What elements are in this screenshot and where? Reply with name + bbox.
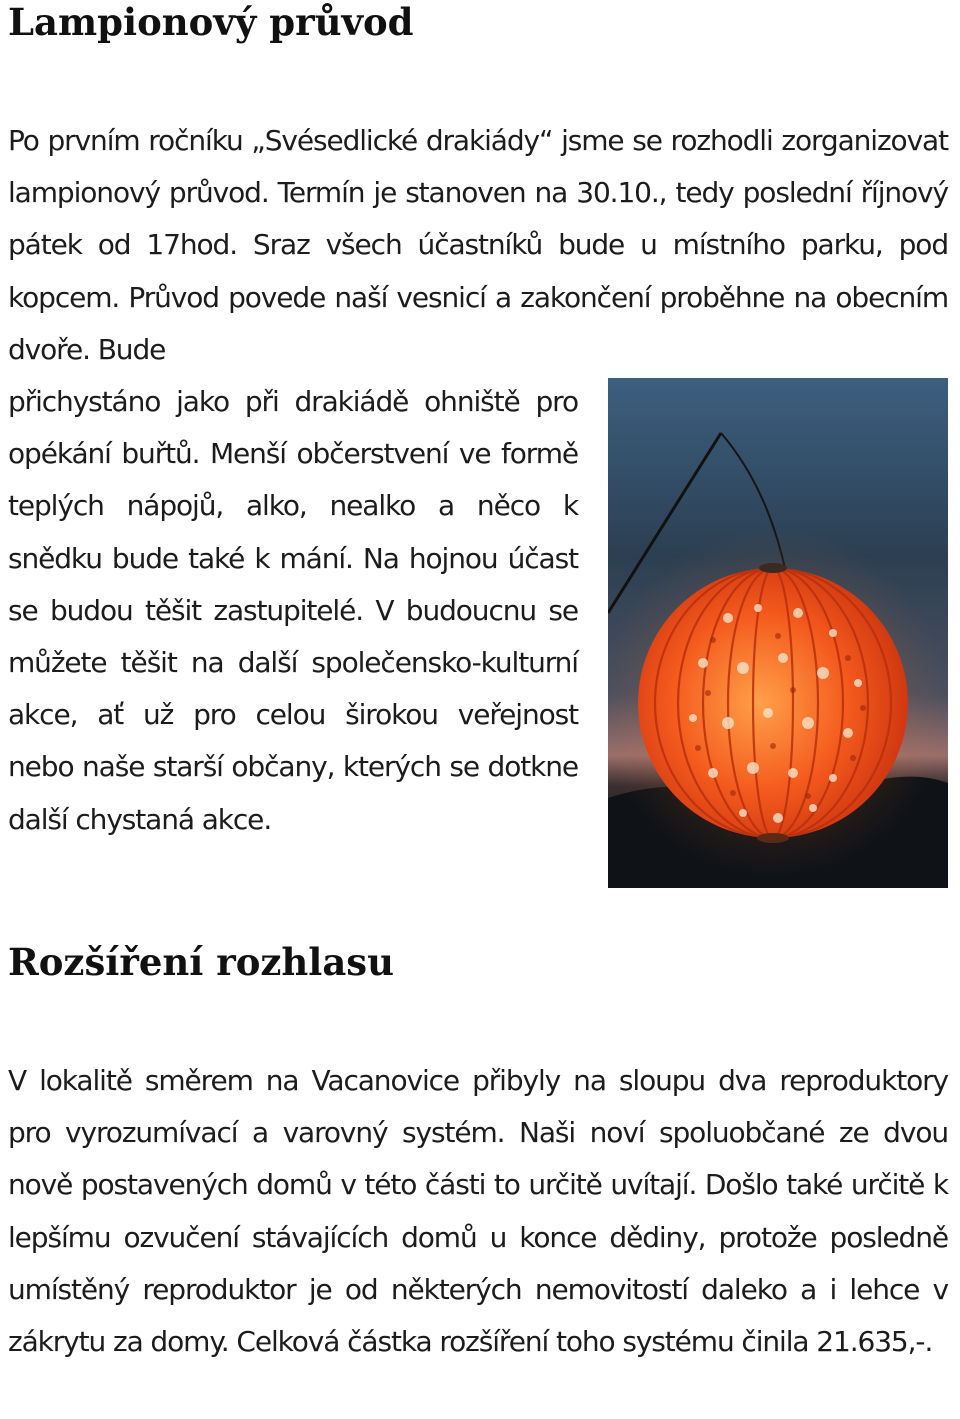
lantern-parade-paragraph-top: Po prvním ročníku „Svésedlické drakiády“ jsme se rozhodli zorganizovat lampionový průvod. Termín je stanoven na 30.10., tedy poslední říjnový pátek od 17hod. Sraz všech účastníků bude u místního parku, pod kopcem. Průvod povede naší vesnicí a zakončení proběhne na obecním dvoře. Bude <box>8 124 948 366</box>
section-title-lampionovy-pruvod: Lampionový průvod <box>8 0 414 44</box>
section-title-rozsireni-rozhlasu: Rozšíření rozhlasu <box>8 940 395 984</box>
lantern-body <box>638 568 908 838</box>
broadcast-extension-paragraph: V lokalitě směrem na Vacanovice přibyly na sloupu dva reproduktory pro vyrozumívací a varovný systém. Naši noví spoluobčané ze dvou nově postavených domů v této části to určitě uvítají. Došlo také určitě k lepšímu ozvučení stávajících domů u konce dědiny, protože posledně umístěný reproduktor je od některých nemovitostí daleko a i lehce v zákrytu za domy. Celková částka rozšíření toho systému činila 21.635,-. <box>8 1064 948 1359</box>
lantern-parade-paragraph-side: přichystáno jako při drakiádě ohniště pro opékání buřtů. Menší občerstvení ve formě teplých nápojů, alko, nealko a něco k snědku bude také k mání. Na hojnou účast se budou těšit zastupitelé. V budoucnu se můžete těšit na další společensko-kulturní akce, ať už pro celou širokou veřejnost nebo naše starší občany, kterých se dotkne další chystaná akce. <box>8 385 578 836</box>
lantern-bottom-cap <box>757 833 789 843</box>
lantern-illustration <box>608 378 948 888</box>
lantern-top-cap <box>759 563 787 573</box>
lantern-photo <box>608 378 948 888</box>
